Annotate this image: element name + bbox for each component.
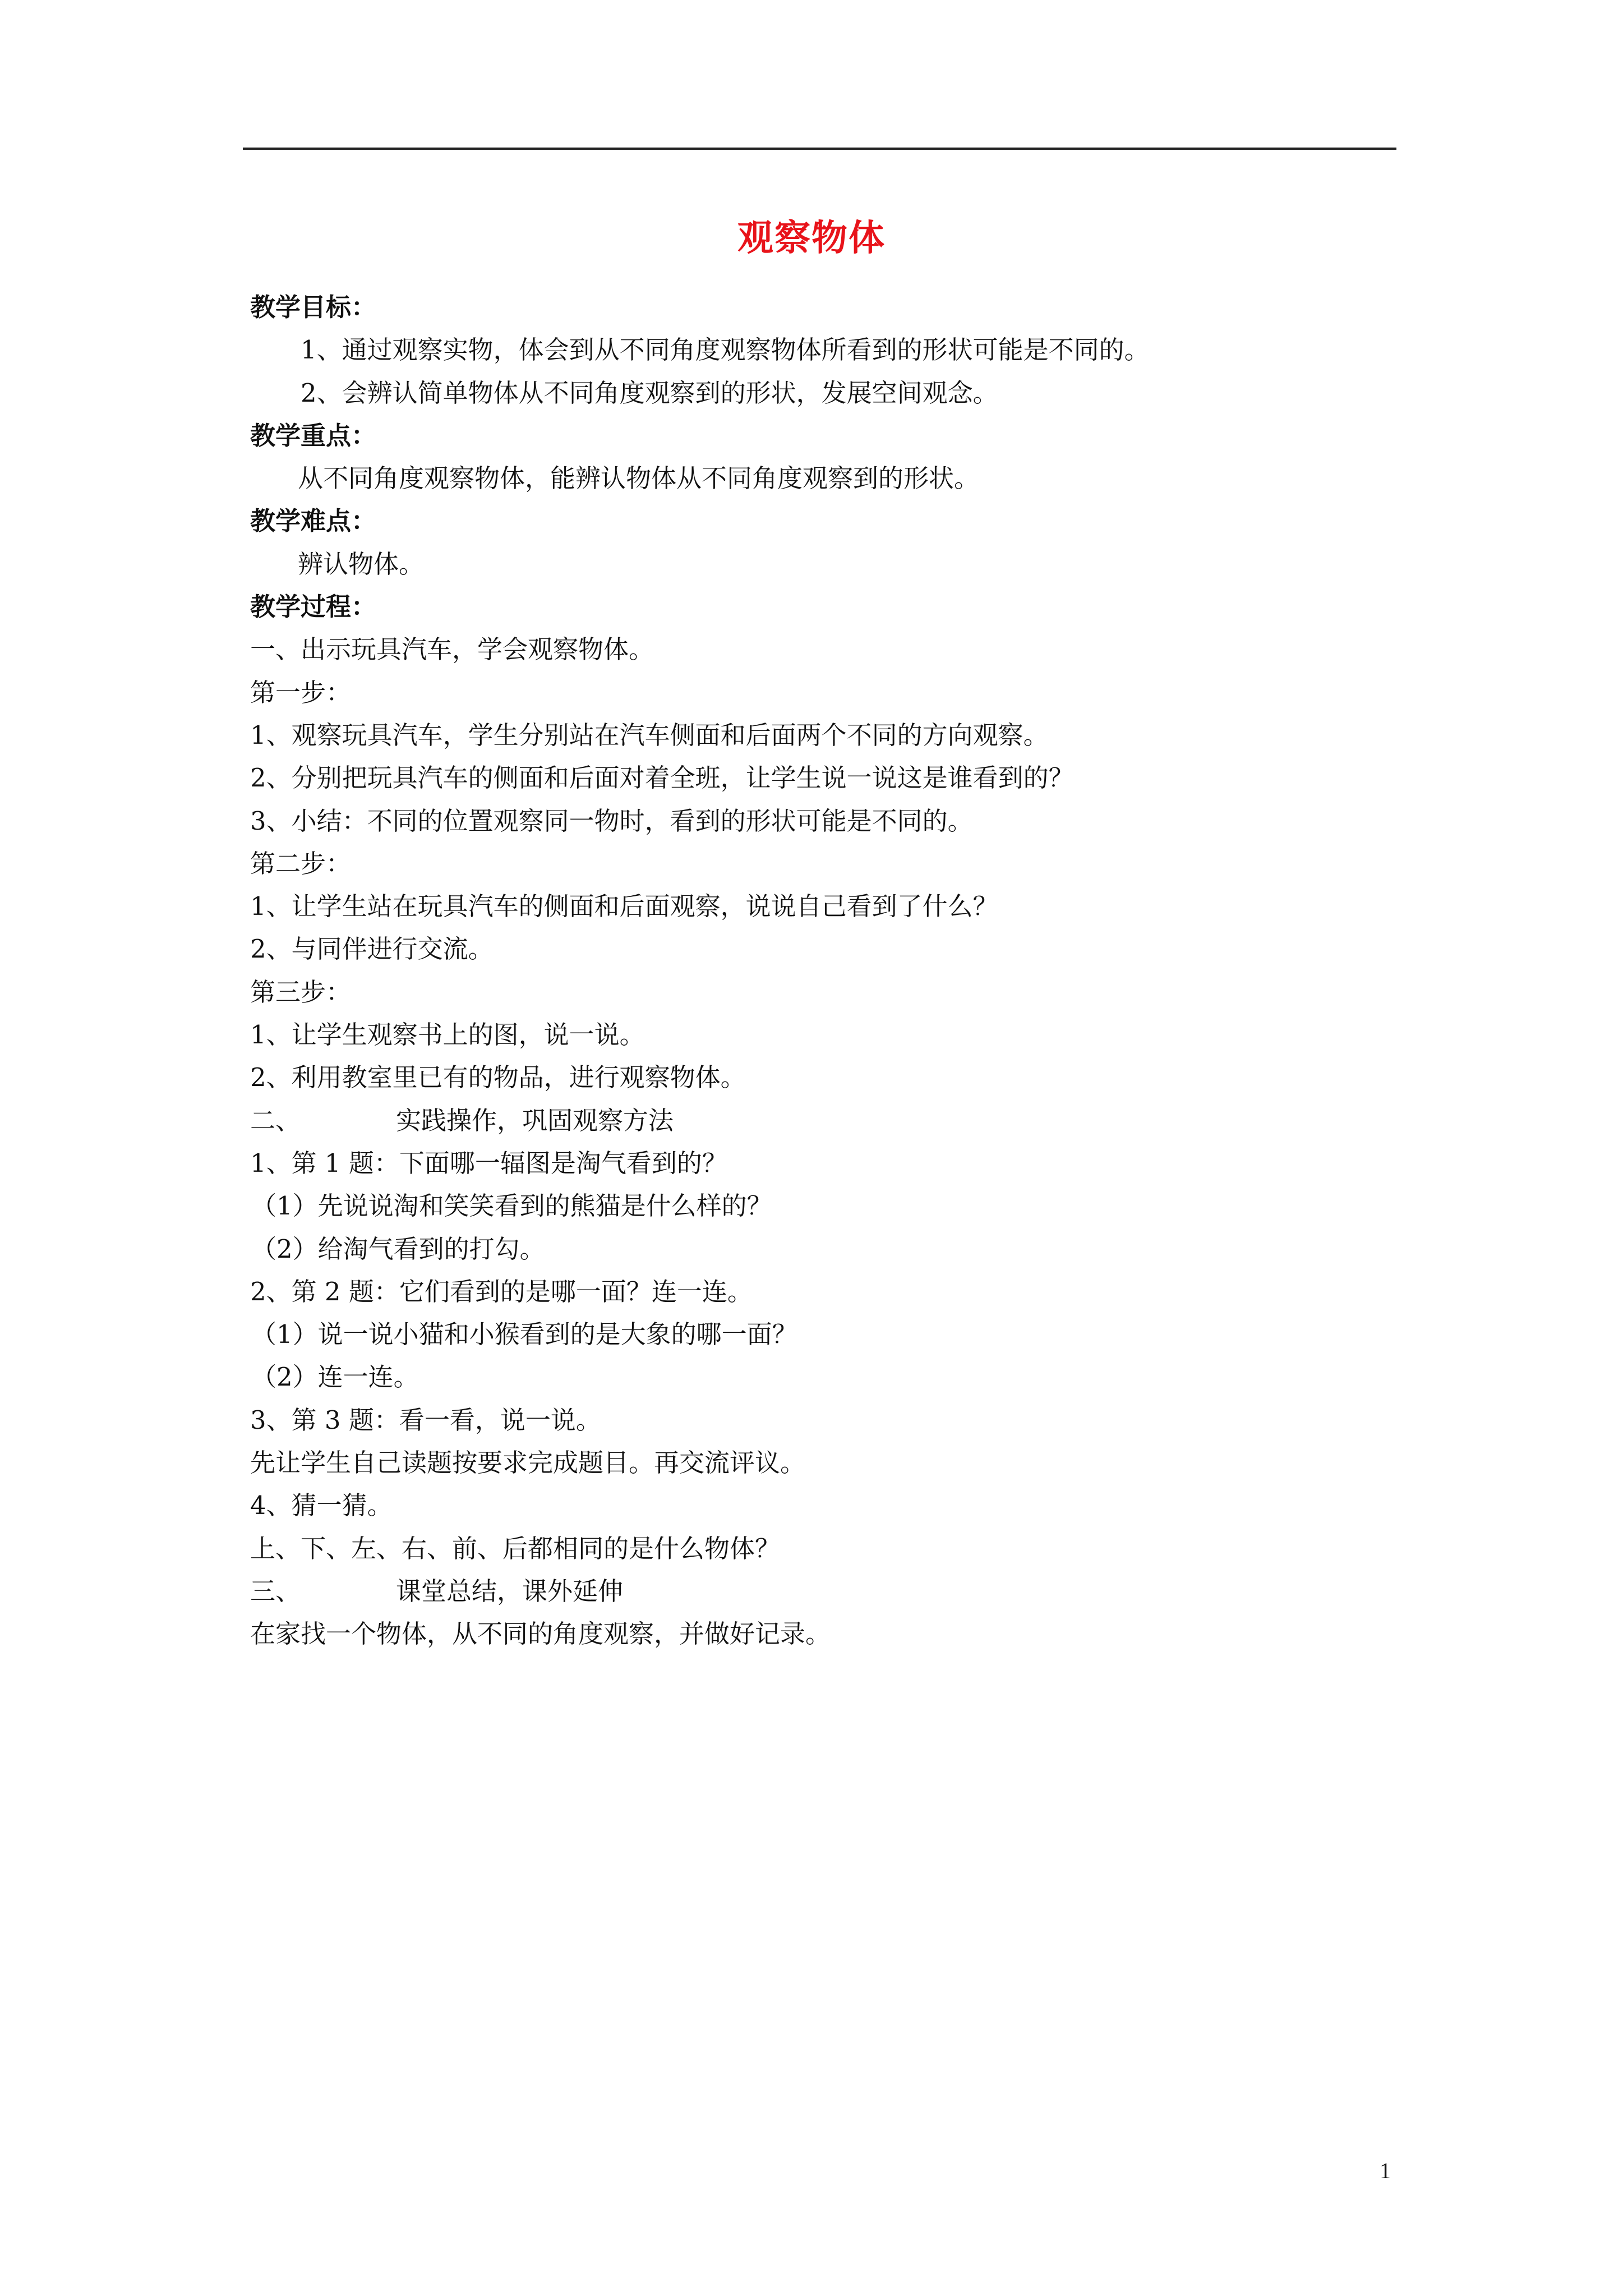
practice-item: 4、猜一猜。 xyxy=(250,1490,393,1521)
difficulties-heading: 教学难点： xyxy=(250,506,377,536)
step-2-item: 2、与同伴进行交流。 xyxy=(250,934,494,964)
process-heading: 教学过程： xyxy=(250,592,377,622)
step-1-item: 2、分别把玩具汽车的侧面和后面对着全班，让学生说一说这是谁看到的？ xyxy=(250,763,1074,793)
objective-item: 2、会辨认简单物体从不同角度观察到的形状，发展空间观念。 xyxy=(301,378,998,408)
step-2-label: 第二步： xyxy=(250,848,352,878)
section-2-number: 二、 xyxy=(250,1105,301,1135)
practice-item: 3、第 3 题：看一看，说一说。 xyxy=(250,1405,601,1435)
section-3-number: 三、 xyxy=(250,1576,301,1606)
step-3-label: 第三步： xyxy=(250,977,352,1007)
practice-item: 2、第 2 题：它们看到的是哪一面？连一连。 xyxy=(250,1276,753,1306)
section-3-text: 课堂总结，课外延伸 xyxy=(396,1576,624,1606)
difficulties-text: 辨认物体。 xyxy=(298,549,425,579)
practice-item: （1）说一说小猫和小猴看到的是大象的哪一面？ xyxy=(251,1319,797,1350)
step-1-label: 第一步： xyxy=(250,677,352,707)
practice-item: 上、下、左、右、前、后都相同的是什么物体？ xyxy=(250,1533,781,1563)
section-3-title xyxy=(250,1570,1394,1613)
key-points-text: 从不同角度观察物体，能辨认物体从不同角度观察到的形状。 xyxy=(298,463,980,494)
document-body xyxy=(250,286,1394,1656)
document-title: 观察物体 xyxy=(737,217,886,259)
step-3-item: 2、利用教室里已有的物品，进行观察物体。 xyxy=(250,1062,746,1093)
practice-item: （2）给淘气看到的打勾。 xyxy=(251,1234,545,1264)
practice-item: 先让学生自己读题按要求完成题目。再交流评议。 xyxy=(250,1448,806,1478)
header-rule xyxy=(243,148,1396,150)
page-number: 1 xyxy=(1380,2158,1391,2183)
key-points-heading: 教学重点： xyxy=(250,420,377,450)
step-3-item: 1、让学生观察书上的图，说一说。 xyxy=(250,1020,645,1050)
practice-item: 1、第 1 题：下面哪一辐图是淘气看到的？ xyxy=(250,1148,727,1178)
section-1-title: 一、出示玩具汽车，学会观察物体。 xyxy=(250,634,654,665)
objectives-heading: 教学目标： xyxy=(250,292,377,322)
step-1-item: 1、观察玩具汽车，学生分别站在汽车侧面和后面两个不同的方向观察。 xyxy=(250,720,1049,750)
step-2-item: 1、让学生站在玩具汽车的侧面和后面观察，说说自己看到了什么？ xyxy=(250,891,998,922)
practice-item: （2）连一连。 xyxy=(251,1362,419,1392)
homework-text: 在家找一个物体，从不同的角度观察，并做好记录。 xyxy=(250,1619,831,1649)
section-2-text: 实践操作，巩固观察方法 xyxy=(396,1105,674,1135)
section-2-title xyxy=(250,1099,1394,1142)
practice-item: （1）先说说淘和笑笑看到的熊猫是什么样的？ xyxy=(251,1191,772,1221)
objective-item: 1、通过观察实物，体会到从不同角度观察物体所看到的形状可能是不同的。 xyxy=(301,335,1150,365)
step-1-item: 3、小结：不同的位置观察同一物时，看到的形状可能是不同的。 xyxy=(250,806,973,836)
